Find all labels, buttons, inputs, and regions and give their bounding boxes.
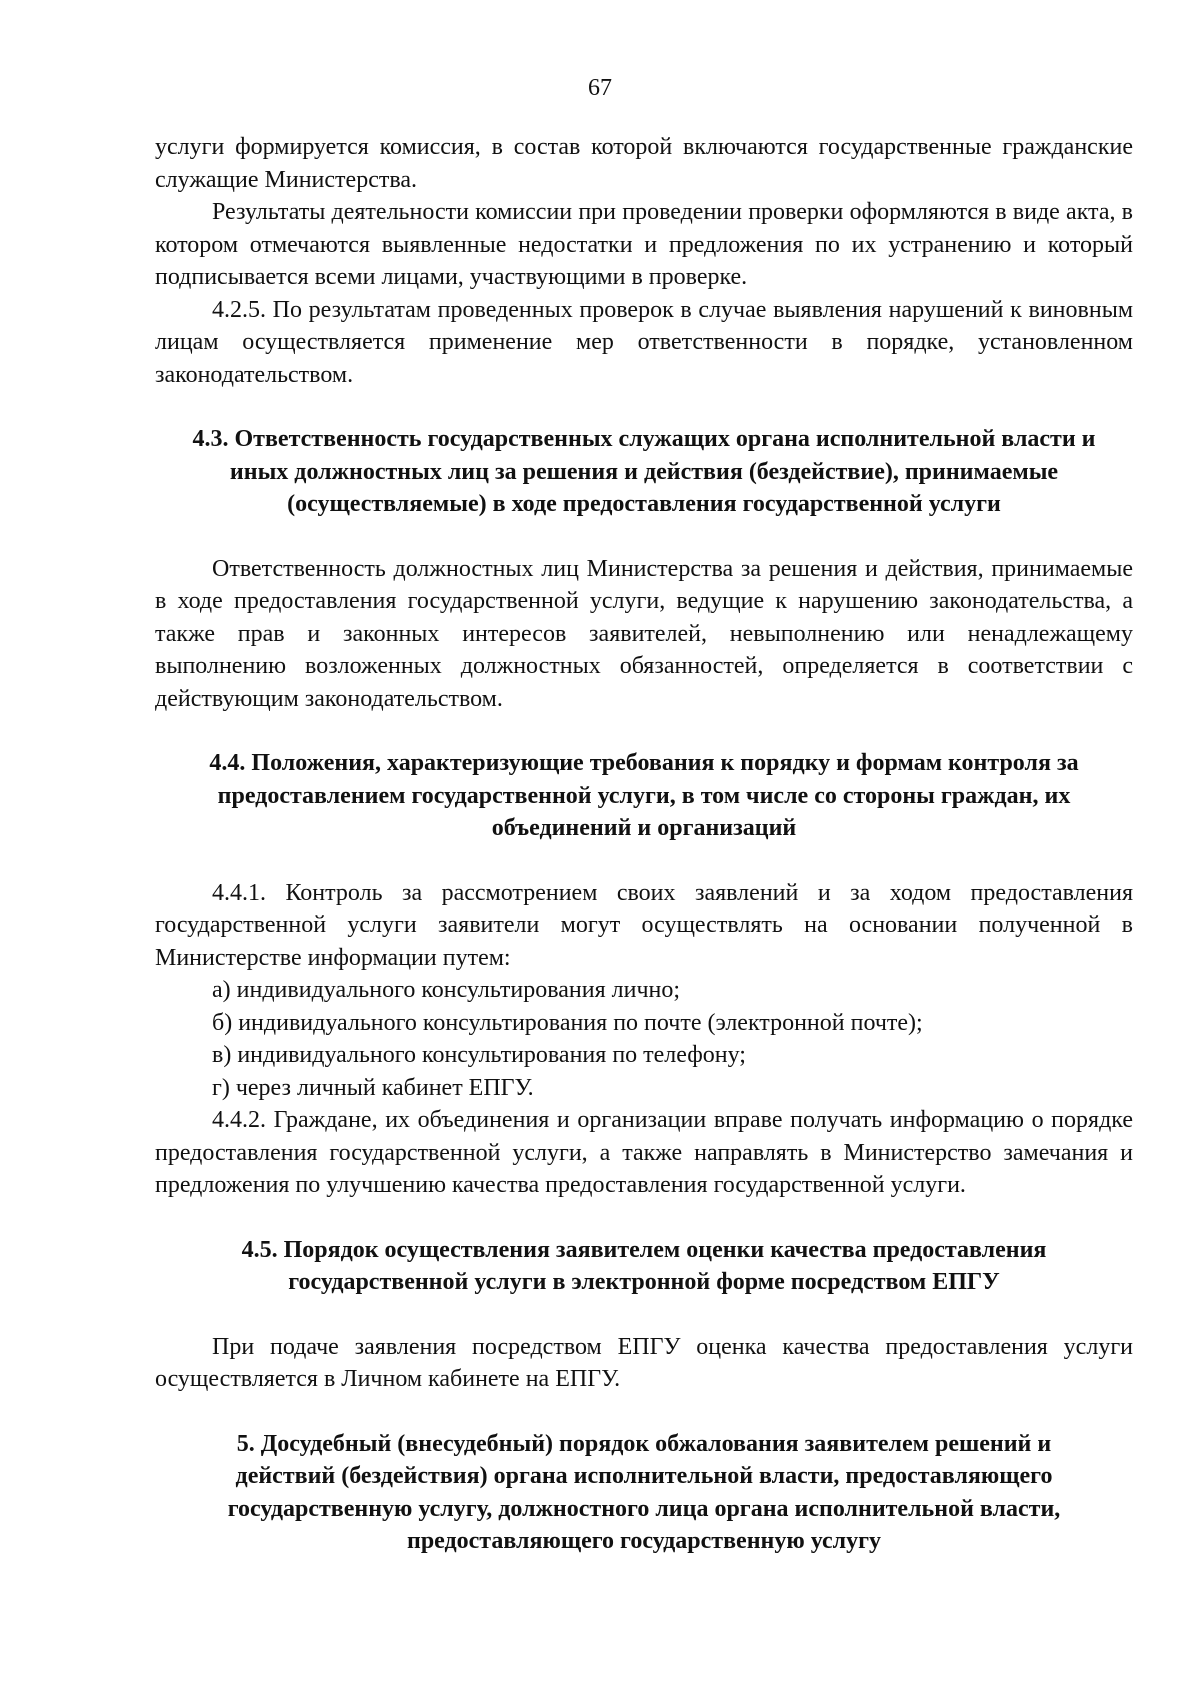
heading-line: 4.3. Ответственность государственных служащих органа исполнительной власти и [192, 426, 1096, 452]
document-body [155, 131, 1133, 1558]
paragraph-responsibility: Ответственность должностных лиц Министерства за решения и действия, принимаемые в ходе предоставления государственной услуги, ведущие к нарушению законодательства, а также прав и законных интересов заявителей, невыполнению или ненадлежащему выполнению возложенных должностных обязанностей, определяется в соответствии с действующим законодательством. [155, 555, 1133, 712]
heading-line: действий (бездействия) органа исполнительной власти, предоставляющего [235, 1463, 1053, 1489]
heading-line: иных должностных лиц за решения и действия (бездействие), принимаемые [229, 458, 1059, 485]
heading-line: государственной услуги в электронной форме посредством ЕПГУ [288, 1269, 1000, 1295]
heading-section-4-5 [155, 1234, 1133, 1299]
paragraph-4-4-1: 4.4.1. Контроль за рассмотрением своих заявлений и за ходом предоставления государственной услуги заявители могут осуществлять на основании полученной в Министерстве информации путем: [155, 879, 1133, 971]
heading-line: объединений и организаций [491, 815, 797, 841]
paragraph-commission-results: Результаты деятельности комиссии при проведении проверки оформляются в виде акта, в котором отмечаются выявленные недостатки и предложения по их устранению и который подписывается всеми лицами, участвующими в проверке. [155, 199, 1133, 290]
heading-line: 4.4. Положения, характеризующие требования к порядку и формам контроля за [209, 750, 1079, 776]
heading-line: предоставлением государственной услуги, в том числе со стороны граждан, их [217, 782, 1071, 809]
page-number: 67 [588, 75, 612, 101]
heading-section-4-4 [155, 747, 1133, 845]
heading-line: предоставляющего государственную услугу [407, 1528, 881, 1554]
heading-section-4-3 [155, 423, 1133, 521]
list-item: в) индивидуального консультирования по телефону; [212, 1042, 746, 1068]
paragraph-quality-assessment: При подаче заявления посредством ЕПГУ оценка качества предоставления услуги осуществляется в Личном кабинете на ЕПГУ. [155, 1333, 1133, 1392]
paragraph-intro-continuation: услуги формируется комиссия, в состав которой включаются государственные гражданские служащие Министерства. [155, 134, 1133, 193]
paragraph-4-4-2: 4.4.2. Граждане, их объединения и организации вправе получать информацию о порядке предоставления государственной услуги, а также направлять в Министерство замечания и предложения по улучшению качества предоставления государственной услуги. [155, 1107, 1133, 1198]
list-item: г) через личный кабинет ЕПГУ. [212, 1074, 534, 1101]
heading-line: 4.5. Порядок осуществления заявителем оценки качества предоставления [241, 1236, 1047, 1263]
heading-section-5 [155, 1428, 1133, 1558]
list-item: а) индивидуального консультирования лично; [212, 977, 681, 1003]
paragraph-4-2-5: 4.2.5. По результатам проведенных проверок в случае выявления нарушений к виновным лицам осуществляется применение мер ответственности в порядке, установленном законодательством. [155, 296, 1133, 388]
list-item: б) индивидуального консультирования по почте (электронной почте); [212, 1009, 923, 1036]
heading-line: (осуществляемые) в ходе предоставления государственной услуги [287, 491, 1001, 517]
heading-line: государственную услугу, должностного лица органа исполнительной власти, [227, 1495, 1061, 1522]
heading-line: 5. Досудебный (внесудебный) порядок обжалования заявителем решений и [236, 1430, 1052, 1457]
